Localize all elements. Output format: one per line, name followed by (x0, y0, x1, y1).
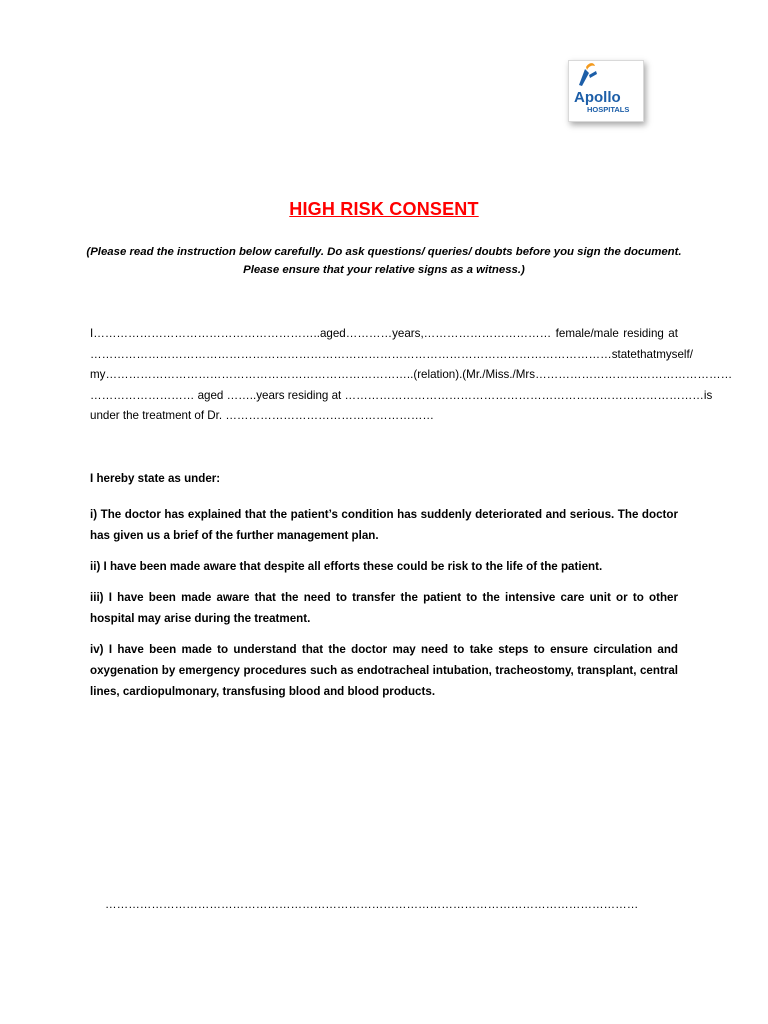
doctor-name-field: under the treatment of Dr. ……………………………………………… (90, 409, 435, 422)
instructions (40, 243, 728, 279)
logo-sub-text: HOSPITALS (587, 105, 630, 114)
apollo-hospitals-logo (568, 60, 644, 122)
statement-item: i) The doctor has explained that the patient’s condition has suddenly deteriorated and serious. The doctor has given us a brief of the further management plan. (90, 508, 678, 542)
logo-figure-body (579, 69, 589, 86)
declaration-word: is (703, 388, 713, 402)
instructions-line-2: Please ensure that your relative signs as a witness.) (243, 264, 525, 276)
relative-age-address-field: ……………………… aged ……..years residing at ………………………………………………………………………………… (90, 388, 704, 402)
declaration-word: female/male (555, 327, 619, 340)
relation-field: my……………………………………………………………………..(relation).(Mr./Miss./Mrs…………………………………………… (90, 368, 733, 381)
statements-section (90, 470, 678, 702)
declaration-word: / (689, 347, 693, 361)
statement-item: iv) I have been made to understand that the doctor may need to take steps to ensure circulation and oxygenation by emergency procedures such as endotracheal intubation, tracheostomy, transplant, central lines, cardiopulmonary, transfusing blood and blood products. (90, 643, 678, 698)
declaration-line-3 (90, 365, 733, 386)
address-field: ………………………………………………………………………………………………………………………state (90, 347, 637, 361)
patient-name-age-field: I…………………………………………………..aged…………years,…………………………… (90, 327, 552, 340)
logo-flame (586, 63, 595, 70)
declaration-word: at (668, 327, 678, 340)
declaration-word: myself (656, 347, 690, 361)
apollo-logo-graphic (569, 61, 643, 121)
statement-item: iii) I have been made aware that the need to transfer the patient to the intensive care unit or to other hospital may arise during the treatment. (90, 591, 678, 625)
logo-brand-text: Apollo (574, 89, 621, 106)
declaration-word: that (636, 347, 657, 361)
declaration-line-4 (90, 386, 713, 407)
declaration-line-2 (90, 345, 693, 366)
signature-line: ………………………………………………………………………………………………………………………… (105, 898, 639, 911)
logo-figure-arm (589, 71, 597, 78)
declaration-paragraph (90, 324, 733, 427)
declaration-line-1 (90, 324, 678, 345)
statement-item: ii) I have been made aware that despite all efforts these could be risk to the life of the patient. (90, 560, 603, 573)
instructions-line-1: (Please read the instruction below carefully. Do ask questions/ queries/ doubts before you sign the document. (86, 246, 682, 258)
document-title: HIGH RISK CONSENT (289, 199, 479, 219)
statements-heading: I hereby state as under: (90, 472, 221, 485)
declaration-word: residing (623, 327, 664, 340)
